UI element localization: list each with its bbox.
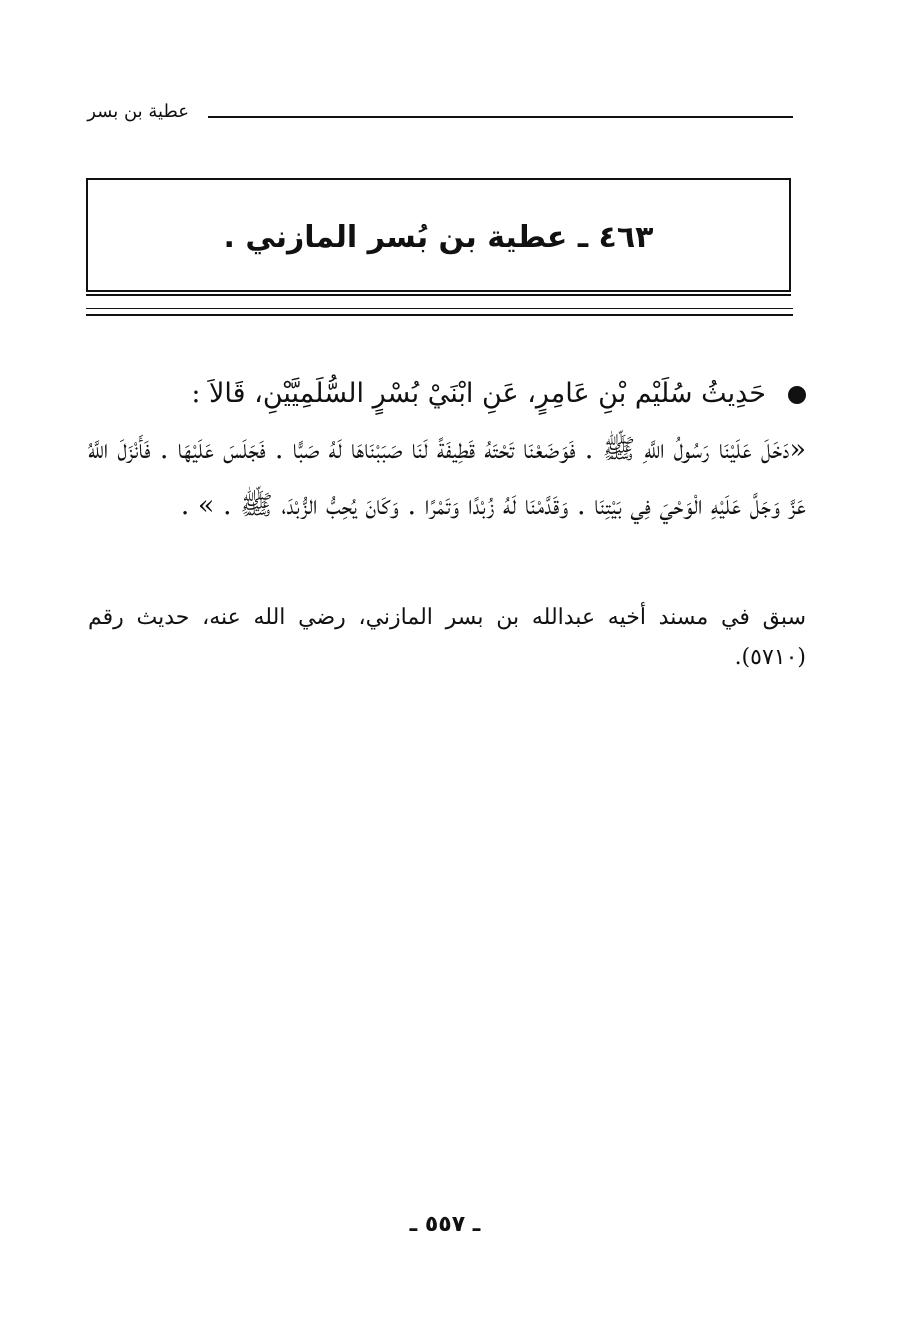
hadith-text [88,366,806,534]
entry-title-box [86,178,791,292]
hadith-quote: «دَخَلَ عَلَيْنَا رَسُولُ اللَّهِ ﷺ . فَوَضَعْنَا تَحْتَهُ قَطِيفَةً لَنَا صَبَبْنَاهَا لَهُ صَبًّا . فَجَلَسَ عَلَيْهَا . فَأَنْزَلَ اللَّهُ عَزَّ وَجَلَّ عَلَيْهِ الْوَحْيَ فِي بَيْتِنَا . وَقَدَّمْنَا لَهُ زُبْدًا وَتَمْرًا . وَكَانَ يُحِبُّ الزُّبْدَ، ﷺ . » . [88,434,806,521]
hadith-intro: حَدِيثُ سُلَيْم بْنِ عَامِرٍ، عَنِ ابْنَيْ بُسْرٍ السُّلَمِيَّيْنِ، قَالاَ : [191,378,766,409]
running-header-title: عطية بن بسر [87,101,189,122]
section-divider-thick [86,314,793,316]
bullet-icon [788,386,806,404]
section-divider-thin [86,308,793,309]
page-number: ـ ٥٥٧ ـ [409,1212,481,1237]
cross-reference-note: سبق في مسند أخيه عبدالله بن بسر المازني، رضي الله عنه، حديث رقم (٥٧١٠). [88,605,806,670]
entry-title: ٤٦٣ ـ عطية بن بُسر المازني . [223,220,654,255]
header-rule [208,116,793,118]
